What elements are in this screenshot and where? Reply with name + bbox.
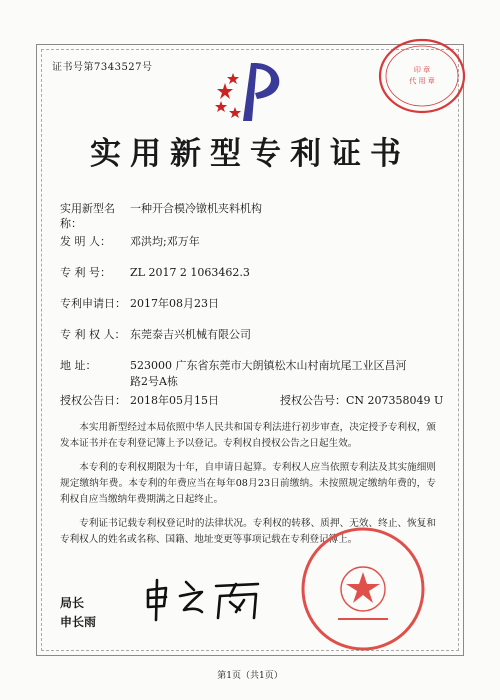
field-label: 实用新型名称： [60, 202, 115, 230]
field-value: 2017年08月23日 [130, 297, 219, 310]
field-application-date [60, 296, 219, 311]
field-value: 东莞泰吉兴机械有限公司 [130, 328, 251, 341]
field-value: 邓洪均;邓万年 [130, 235, 200, 248]
director-signature [140, 576, 270, 622]
svg-text:代 用 章: 代 用 章 [409, 77, 435, 85]
field-label: 地 址： [60, 359, 97, 372]
director-title: 局长 [60, 596, 85, 610]
paragraph-2: 本专利的专利权期限为十年，自申请日起算。专利权人应当依照专利法及其实施细则规定缴纳年费。本专利的年费应当在每年08月23日前缴纳。未按照规定缴纳年费的，专利权自应当缴纳年费期满之日起终止。 [60, 462, 436, 505]
certificate-number: 证书号第7343527号 [52, 62, 153, 73]
field-label: 发 明 人： [60, 235, 111, 248]
certificate-title: 实用新型专利证书 [90, 136, 410, 172]
field-label: 授权公告日： [60, 394, 126, 407]
director-name: 申长雨 [60, 615, 97, 629]
field-address [60, 358, 407, 388]
field-grant-date [60, 393, 444, 408]
paragraph-1: 本实用新型经过本局依照中华人民共和国专利法进行初步审查，决定授予专利权，颁发本证书并在专利登记簿上予以登记。专利权自授权公告之日起生效。 [60, 422, 436, 449]
field-patentee [60, 327, 251, 342]
field-value: 523000 广东省东莞市大朗镇松木山村南坑尾工业区昌河 [130, 359, 407, 372]
field-grant-number: 授权公告号：CN 207358049 U [280, 394, 444, 407]
field-value-line2: 路2号A栋 [130, 375, 178, 388]
field-value: 2018年05月15日 [130, 394, 219, 407]
field-value: 一种开合模冷镦机夹料机构 [130, 202, 262, 215]
page-footer: 第1页（共1页） [217, 671, 283, 681]
national-seal [298, 524, 428, 654]
svg-text:印 章: 印 章 [413, 66, 431, 74]
field-label: 专 利 号： [60, 266, 111, 279]
field-patent-number [60, 265, 250, 280]
field-utility-model-name [60, 201, 262, 231]
patent-office-emblem [205, 55, 295, 123]
field-inventor [60, 234, 200, 249]
official-stamp [376, 36, 468, 116]
paragraph-3: 专利证书记载专利权登记时的法律状况。专利权的转移、质押、无效、终止、恢复和专利权人的姓名或名称、国籍、地址变更等事项记载在专利登记簿上。 [60, 518, 436, 545]
field-label: 专利申请日： [60, 297, 126, 310]
field-label: 专 利 权 人： [60, 328, 126, 341]
field-value: ZL 2017 2 1063462.3 [130, 266, 250, 279]
